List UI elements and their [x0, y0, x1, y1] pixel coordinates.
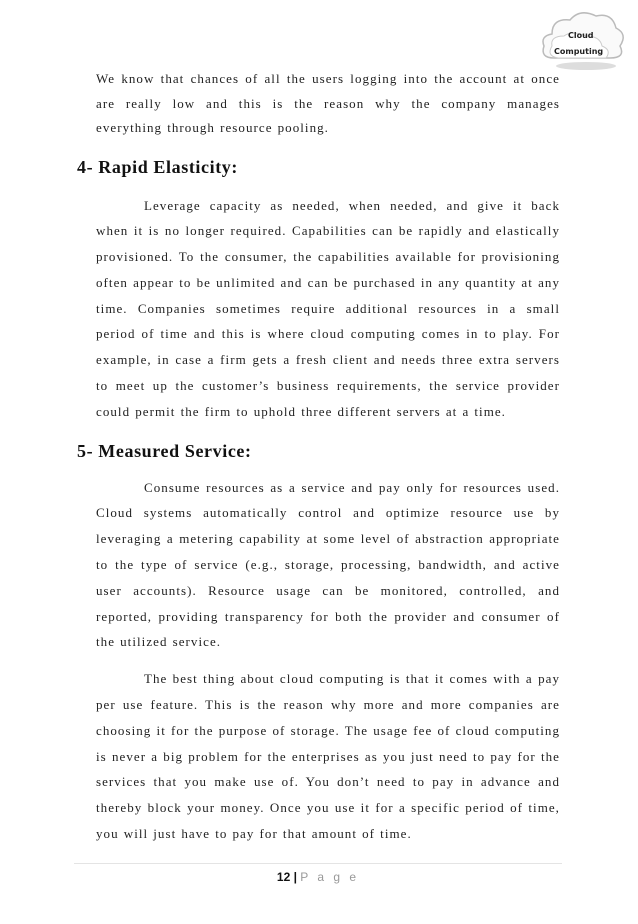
footer-divider	[74, 863, 562, 864]
logo-text-cloud: Cloud	[568, 31, 594, 40]
logo-text-computing: Computing	[554, 47, 604, 56]
elasticity-paragraph: Leverage capacity as needed, when needed, and give it back when it is no longer required. Capabilities can be rapidly and elastically provisioned. To the consumer, the capabilities available for provisioning often appear to be unlimited and can be purchased in any quantity at any time. Companies sometimes require additional resources in a small period of time and this is where cloud computing comes in to play. For example, in case a firm gets a fresh client and needs three extra servers to meet up the customer’s business requirements, the service provider could permit the firm to uphold three different servers at a time.	[96, 197, 560, 419]
intro-paragraph: We know that chances of all the users logging into the account at once are really low and this is the reason why the company manages everything through resource pooling.	[96, 71, 560, 135]
page-footer-area	[74, 863, 562, 924]
heading-rapid-elasticity: 4- Rapid Elasticity:	[77, 156, 239, 177]
measured-service-paragraph-2: The best thing about cloud computing is that it comes with a pay per use feature. This is the reason why more and more companies are choosing it for the purpose of storage. The usage fee of cloud computing is never a big problem for the enterprises as you just need to pay for the services that you make use of. You don’t need to pay in advance and thereby block your money. Once you use it for a specific period of time, you will just have to pay for that amount of time.	[96, 671, 560, 842]
measured-service-paragraph-1: Consume resources as a service and pay only for resources used. Cloud systems automatically control and optimize resource use by leveraging a metering capability at some level of abstraction appropriate to the type of service (e.g., storage, processing, bandwidth, and active user accounts). Resource usage can be monitored, controlled, and reported, providing transparency for both the provider and consumer of the utilized service.	[96, 479, 560, 650]
page-label: P a g e	[300, 869, 360, 884]
footer-separator: |	[293, 869, 297, 884]
page-footer	[74, 870, 562, 884]
page-number: 12	[276, 869, 291, 884]
heading-measured-service: 5- Measured Service:	[77, 440, 252, 461]
